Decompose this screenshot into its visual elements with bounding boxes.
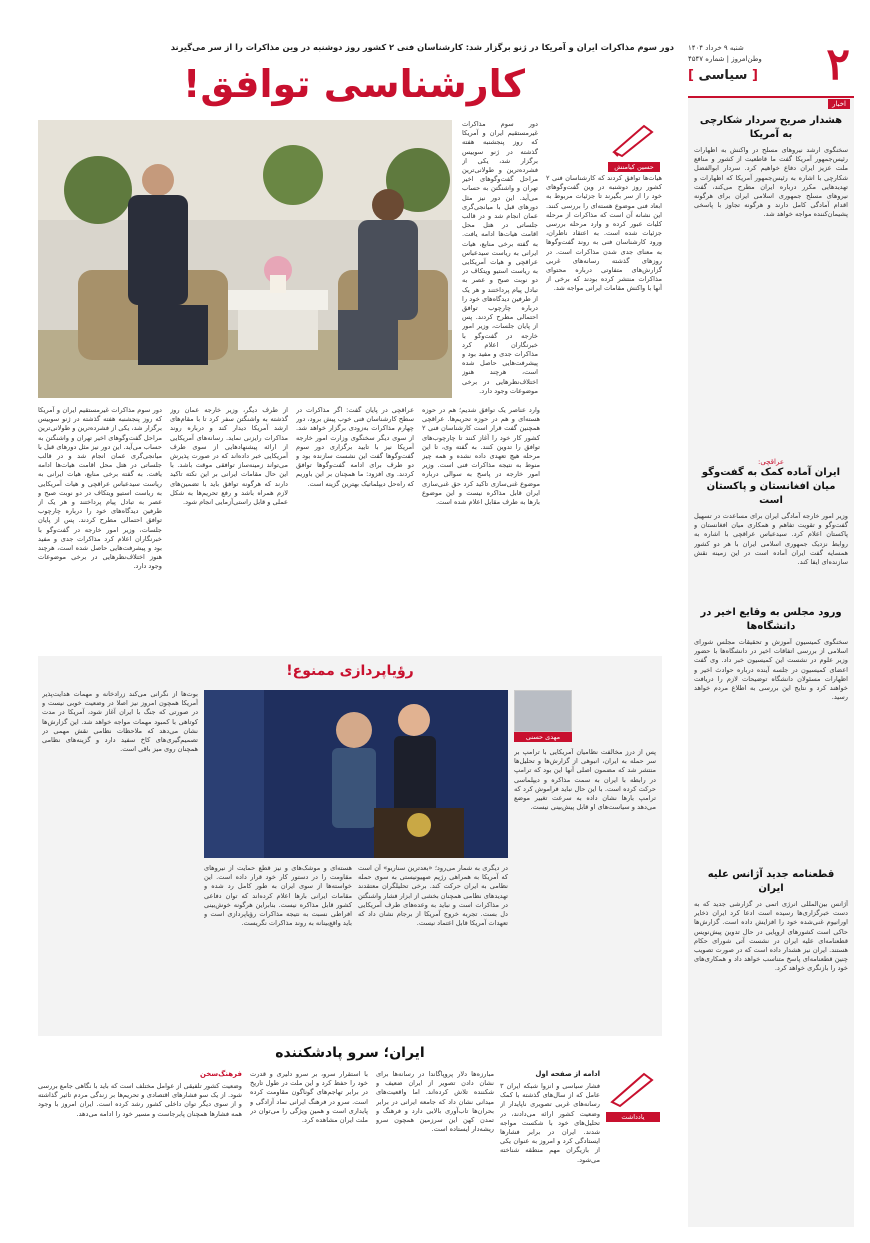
feature-column: پس از درز مخالفت نظامیان آمریکایی با ترامپ بر سر حمله به ایران، انبوهی از گزارش‌ها و تحلیل‌ها منتشر شد که مضمون اصلی آنها این بود که ترامپ در رابطه با ایران به سمت مذاکره و دیپلماسی حرکت کرده است. با این حال نباید فراموش کرد که ترامپ بارها نشان داده به سرعت تغییر موضع می‌دهد و سیاست‌های او قابل پیش‌بینی نیست.: [514, 748, 656, 812]
press-conference-illustration: [204, 690, 508, 858]
masthead: [688, 40, 854, 100]
sidebar-top-rule: [688, 96, 854, 98]
section-label: [ سیاسی ]: [688, 68, 758, 83]
feature-author-badge: [514, 690, 572, 742]
lead-author-name: حسین کیامنش: [608, 162, 660, 172]
news-item: [694, 868, 848, 1240]
news-body: سخنگوی کمیسیون آموزش و تحقیقات مجلس شورای اسلامی از بررسی اتفاقات اخیر در دانشگاه‌ها با حضور وزیر علوم در نشست این کمیسیون خبر داد. وی گفت اعضای کمیسیون در جلسه آینده درباره حوادث اخیر و اظهارات مسئولان دانشگاه توضیحات لازم را دریافت خواهند کرد و نتایج این بررسی به اطلاع مردم خواهد رسید.: [694, 638, 848, 702]
bottom-headline: ایران؛ سرو پادشکننده: [275, 1045, 425, 1061]
feature-box: [38, 656, 662, 1036]
section-name: سیاسی: [698, 68, 748, 83]
issue-date: شنبه ۹ خرداد ۱۴۰۴: [688, 44, 744, 52]
news-tag: اخبار: [828, 99, 850, 109]
paper-name: وطن‌امروز: [731, 55, 762, 63]
lead-headline: کارشناسی توافق!: [182, 62, 526, 106]
bottom-column: با استقرار سرو، بر سرو دلیری و قدرت خود را حفظ کرد و این ملت در طول تاریخ در برابر تهاجم‌های گوناگون مقاومت کرده است. سرو در فرهنگ ایرانی نماد آزادگی و پایداری است و همین ویژگی را می‌توان در ملت ایران مشاهده کرد.: [250, 1070, 368, 1125]
feature-author-name: مهدی حسنی: [514, 732, 572, 742]
meeting-illustration: [38, 120, 452, 398]
lead-column: وارد عناصر یک توافق شدیم؛ هم در حوزه هسته‌ای و هم در حوزه تحریم‌ها. عراقچی همچنین گفت قرار است کارشناسان فنی ۲ کشور کار خود را آغاز کنند تا چارچوب‌های توافق را تدوین کنند. به گفته وی، تا این مرحله هیچ تعهدی داده نشده و همه چیز منوط به نتیجه مذاکرات فنی است. وزیر امور خارجه در پاسخ به سوالی درباره موضوع غنی‌سازی تاکید کرد حق غنی‌سازی ایران قابل مذاکره نیست و این موضوع بارها به طرف مقابل اعلام شده است.: [422, 406, 540, 507]
lead-kicker: دور سوم مذاکرات ایران و آمریکا در ژنو برگزار شد: کارشناسان فنی ۲ کشور روز دوشنبه در وین مذاکرات را از سر می‌گیرند: [170, 42, 674, 52]
news-body: وزیر امور خارجه آمادگی ایران برای مساعدت در تسهیل گفت‌وگو و تقویت تفاهم و همکاری میان افغانستان و پاکستان اعلام کرد. سیدعباس عراقچی با اشاره به روابط نزدیک جمهوری اسلامی ایران با هر دو کشور همسایه گفت ایران آماده است در این زمینه نقش سازنده‌ای ایفا کند.: [694, 512, 848, 567]
news-title: هشدار صریح سردار شکارچی به آمریکا: [699, 115, 843, 140]
lead-photo: [38, 120, 452, 398]
bottom-kicker: ادامه از صفحه اول: [535, 1070, 600, 1078]
sidebar: [688, 96, 854, 1227]
lead-author-badge: [608, 122, 660, 170]
news-item: [694, 114, 848, 466]
lead-column: دور سوم مذاکرات غیرمستقیم ایران و آمریکا که روز پنجشنبه هفته گذشته در ژنو سوییس برگزار شد، یکی از فشرده‌ترین و طولانی‌ترین مراحل گفت‌وگوهای اخیر تهران و واشنگتن به حساب می‌آید. این دور نیز مثل دورهای قبل با میانجی‌گری عمان انجام شد و در قالب جلساتی در هتل محل اقامت هیات‌ها ادامه یافت. به گفته برخی منابع، هیات ایرانی به ریاست سیدعباس عراقچی و هیات آمریکایی به ریاست استیو ویتکاف در دو نوبت صبح و عصر به تبادل پیام پرداختند و هر یک از طرفین دیدگاه‌های خود را درباره چارچوب توافق احتمالی مطرح کردند. پس از پایان جلسات، وزیر امور خارجه در گفت‌وگو با خبرنگاران اعلام کرد مذاکرات جدی و مفید بود و پیشرفت‌هایی حاصل شده است، هرچند هنوز اختلاف‌نظرهایی در برخی موضوعات وجود دارد.: [38, 406, 162, 571]
feature-column: در دیگری به شمار می‌رود؛ «بعدترین سناریو» آن است که آمریکا به همراهی رژیم صهیونیستی به سوی حمله نظامی به ایران حرکت کند. برخی تحلیلگران معتقدند تهدیدهای نظامی همچنان بخشی از ابزار فشار واشنگتن در مذاکرات است و نباید به وعده‌های طرف آمریکایی دل بست. تجربه خروج آمریکا از برجام نشان داد که تعهدات آمریکا قابل اعتماد نیست.: [358, 864, 508, 928]
bottom-column: مبارزه‌ها دلار پروپاگاندا در رسانه‌ها برای نشان دادن تصویر از ایران ضعیف و شکننده تلاش کرده‌اند. اما واقعیت‌های میدانی نشان داد که جامعه ایرانی در برابر بحران‌ها تاب‌آوری بالایی دارد و فرهنگ و تمدن کهن این سرزمین همچون سرو ریشه‌دار ایستاده است.: [376, 1070, 494, 1134]
lead-column: دور سوم مذاکرات غیرمستقیم ایران و آمریکا که روز پنجشنبه هفته گذشته در ژنو سوییس برگزار شد، یکی از فشرده‌ترین و طولانی‌ترین مراحل گفت‌وگوهای اخیر تهران و واشنگتن به حساب می‌آید. این دور نیز مثل دورهای قبل با میانجی‌گری عمان انجام شد و در قالب جلساتی در هتل محل اقامت هیات‌ها ادامه یافت. به گفته برخی منابع، هیات ایرانی به ریاست سیدعباس عراقچی و هیات آمریکایی به ریاست استیو ویتکاف در دو نوبت صبح و عصر به تبادل پیام پرداختند و هر یک از طرفین دیدگاه‌های خود را درباره چارچوب توافق احتمالی مطرح کردند. پس از پایان جلسات، وزیر امور خارجه در گفت‌وگو با خبرنگاران اعلام کرد مذاکرات جدی و مفید بود و پیشرفت‌هایی حاصل شده است، هرچند هنوز اختلاف‌نظرهایی در برخی موضوعات وجود دارد.: [462, 120, 538, 395]
pen-icon: [606, 1070, 660, 1108]
news-body: سخنگوی ارشد نیروهای مسلح در واکنش به اظهارات رئیس‌جمهور آمریکا گفت ما قاطعیت از کشور و منافع ملت عزیز ایران دفاع خواهیم کرد. سردار ابوالفضل شکارچی با اشاره به رئیس‌جمهور آمریکا که اظهارات و تهدیدهایی مکرر درباره ایران مطرح می‌کند، گفت نیروهای مسلح جمهوری اسلامی ایران برای هرگونه اقدام آمادگی کامل دارند و هرگونه تجاوز با پاسخی پشیمان‌کننده مواجه خواهد شد.: [694, 146, 848, 219]
news-body: آژانس بین‌المللی انرژی اتمی در گزارشی جدید که به دست خبرگزاری‌ها رسیده است ادعا کرد ایران ذخایر اورانیوم غنی‌شده خود را افزایش داده است. گزارش‌ها حاکی است کشورهای اروپایی در حال تدوین پیش‌نویس قطعنامه‌ای علیه ایران در نشست آتی شورای حکام هستند. ایران نیز هشدار داده است که در صورت تصویب چنین قطعنامه‌ای پاسخ متناسب خواهد داد و همکاری‌های خود را بازنگری خواهد کرد.: [694, 900, 848, 973]
bottom-column: وضعیت کشور تلفیقی از عوامل مختلف است که باید با نگاهی جامع بررسی شود. از یک سو فشارهای اقتصادی و تحریم‌ها بر زندگی مردم تاثیر گذاشته و از سوی دیگر توان داخلی کشور رشد کرده است. ایران امروز با وجود همه فشارها همچنان پابرجاست و مسیر خود را ادامه می‌دهد.: [38, 1082, 242, 1118]
feature-column: بوت‌ها از نگرانی می‌کند زرادخانه و مهمات هدایت‌پذیر آمریکا همچون امروز نیز اصلا در وضعیت خوبی نیست و در صورتی که جنگ با ایران آغاز شود، آمریکا در مدت کوتاهی با کمبود مهمات مواجه خواهد شد. این گزارش‌ها نشان می‌دهد که ملاحظات نظامی نقش مهمی در تصمیم‌گیری‌های کاخ سفید دارد و گزینه‌های نظامی همچنان روی میز باقی است.: [42, 690, 198, 754]
feature-photo: [204, 690, 508, 858]
feature-headline: رؤیاپردازی ممنوع!: [286, 663, 414, 679]
author-photo: [514, 690, 572, 732]
news-title: ورود مجلس به وقایع اخیر در دانشگاه‌ها: [700, 607, 842, 632]
lead-column: عراقچی در پایان گفت: اگر مذاکرات در سطح کارشناسان فنی خوب پیش برود، دور چهارم مذاکرات به‌زودی برگزار خواهد شد. از سوی دیگر سخنگوی وزارت امور خارجه آمریکا نیز با تایید برگزاری دور سوم گفت‌وگوها گفت این نشست سازنده بود و دو طرف برای ادامه گفت‌وگوها توافق کردند. وی افزود: ما همچنان بر این باوریم که راه‌حل دیپلماتیک بهترین گزینه است.: [296, 406, 414, 488]
issue-number: شماره ۴۵۴۷: [688, 55, 725, 63]
issue-info: وطن‌امروز | شماره ۴۵۴۷: [688, 55, 762, 63]
feature-column: هسته‌ای و موشک‌های و نیز قطع حمایت از نیروهای مقاومت را در دستور کار خود قرار داده است. این خواسته‌ها از سوی ایران به طور کامل رد شده و مقامات ایرانی بارها اعلام کرده‌اند که توان دفاعی کشور قابل مذاکره نیست. بنابراین هرگونه خوش‌بینی افراطی نسبت به نتیجه مذاکرات رؤیاپردازی است و باید واقع‌بینانه به روند مذاکرات نگریست.: [204, 864, 352, 928]
news-title: ایران آماده کمک به گفت‌وگو میان افغانستان و پاکستان است: [701, 467, 841, 506]
news-item: [694, 606, 848, 866]
news-item: [694, 458, 848, 624]
lead-column: از طرف دیگر، وزیر خارجه عمان روز گذشته به واشنگتن سفر کرد تا با مقام‌های ارشد آمریکا دیدار کند و درباره روند مذاکرات رایزنی نماید. رسانه‌های آمریکایی از ارائه پیشنهادهایی از سوی طرف آمریکایی خبر داده‌اند که در صورت پذیرش می‌تواند زمینه‌ساز توافقی موقت باشد. با این حال مقامات ایرانی بر این نکته تاکید دارند که هرگونه توافق باید با تضمین‌های لازم همراه باشد و رفع تحریم‌ها به شکل عملی و قابل راستی‌آزمایی انجام شود.: [170, 406, 288, 507]
lead-column: هیات‌ها توافق کردند که کارشناسان فنی ۲ کشور روز دوشنبه در وین گفت‌وگوهای خود را از سر بگیرند تا جزئیات مربوط به ابعاد فنی موضوع هسته‌ای را بررسی کنند. این نشانه آن است که مذاکرات از مرحله کلیات عبور کرده و وارد مرحله بررسی جزئیات شده است. به اعتقاد ناظران، ورود کارشناسان فنی به روند گفت‌وگوها به معنای جدی شدن مذاکرات است. در روزهای گذشته رسانه‌های غربی گزارش‌های متفاوتی درباره محتوای مذاکرات منتشر کرده بودند که برخی از آنها با واکنش مقامات ایرانی مواجه شد.: [546, 174, 662, 293]
bottom-column: فشار سیاسی و انزوا شبکه ایران ۳ عامل که از سال‌های گذشته با کمک رسانه‌های غربی تصویری ناپایدار از وضعیت کشور ارائه می‌دادند، در تحلیل‌های خود با شکست مواجه شدند. ایران در برابر فشارها ایستادگی کرد و امروز به عنوان یکی از بازیگران مهم منطقه شناخته می‌شود.: [500, 1082, 600, 1164]
bottom-author-badge: [606, 1070, 660, 1122]
bottom-author-label: یادداشت: [606, 1112, 660, 1122]
news-kicker: عراقچی:: [757, 458, 785, 466]
news-title: قطعنامه جدید آژانس علیه ایران: [707, 869, 835, 894]
pen-icon: [608, 122, 660, 158]
page-number: ۲: [826, 39, 850, 90]
bottom-byline: فرهنگ‌سخن: [199, 1070, 242, 1078]
